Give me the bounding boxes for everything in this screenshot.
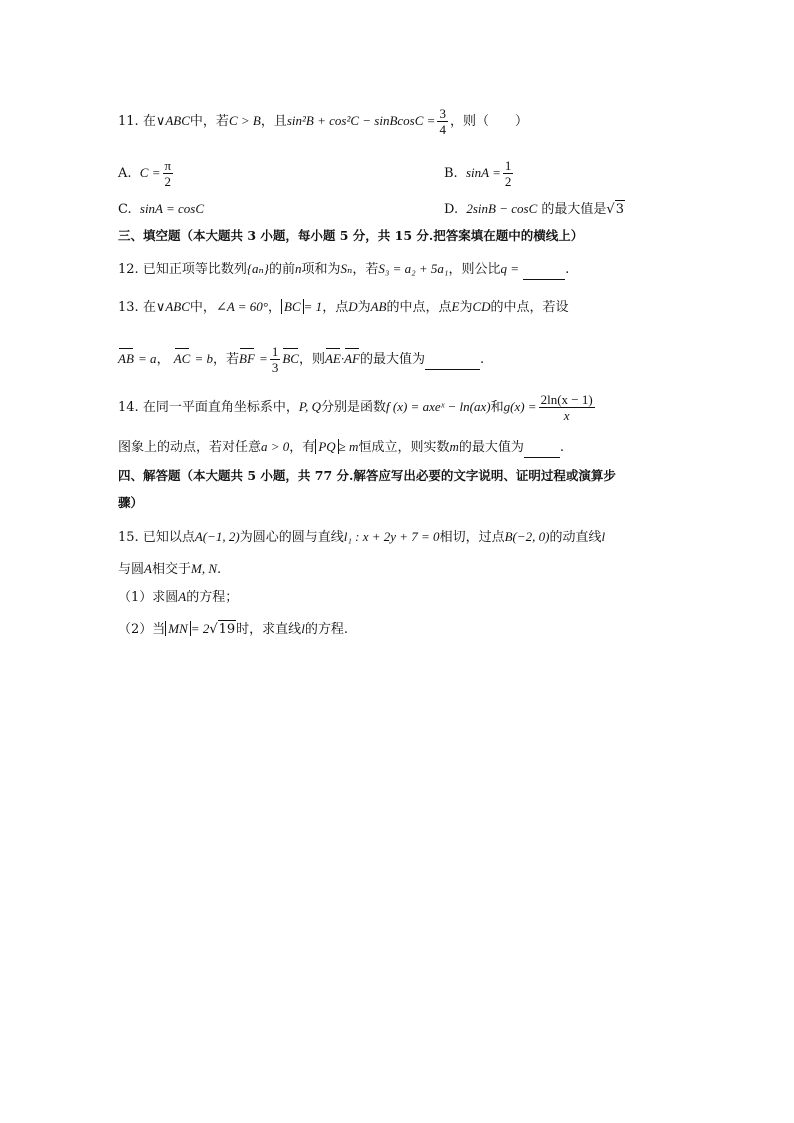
- answer-blank[interactable]: [524, 439, 560, 458]
- section-heading-answers: 四、解答题（本大题共 5 小题，共 77 分.解答应写出必要的文字说明、证明过程或演算步: [118, 468, 616, 483]
- q11-option-a: A. C = $\frac{\pi}{2}$: [118, 158, 172, 189]
- q15-part2: （2）当 MN = 2√19时，求直线l的方程.: [118, 621, 348, 637]
- fraction-1-2: $\frac{1}{2}$: [504, 158, 512, 189]
- q11-option-b: B. sinA = $\frac{1}{2}$: [444, 158, 512, 189]
- q11-stem: 11. 在∨ABC中，若C > B，且sin²B + cos²C − sinBcosC = $\frac{3}{4}$ ，则（ ）: [118, 106, 528, 137]
- answer-blank[interactable]: [425, 351, 480, 370]
- q15-part1: （1）求圆A的方程；: [118, 589, 239, 605]
- q13-stem-line1: 13. 在∨ABC中，∠A = 60°， BC = 1，点D为AB的中点，点E为CD的中点，若设: [118, 299, 569, 315]
- q15-stem-line1: 15. 已知以点A(−1, 2)为圆心的圆与直线l₁ : x + 2y + 7 = 0相切，过点B(−2, 0)的动直线l: [118, 529, 606, 545]
- fraction-g: $\frac{2\ln(x - 1)}{x}$: [540, 392, 593, 423]
- q13-stem-line2: AB = a， AC = b，若BF = $\frac{1}{3}$ BC，则AE·AF的最大值为 .: [118, 344, 485, 375]
- fraction-1-3: $\frac{1}{3}$: [271, 344, 279, 375]
- answer-blank[interactable]: [523, 261, 565, 280]
- q11-option-d: D. 2sinB − cosC 的最大值是√3: [444, 201, 624, 217]
- fraction-3-4: $\frac{3}{4}$: [439, 106, 446, 137]
- q12-stem: 12. 已知正项等比数列{aₙ}的前n项和为Sₙ，若S₃ = a₂ + 5a₁，则公比q = .: [118, 260, 569, 280]
- q15-stem-line2: 与圆A相交于M, N.: [118, 561, 222, 577]
- section-heading-answers-cont: 骤）: [118, 495, 144, 510]
- section-heading-fill-in: 三、填空题（本大题共 3 小题，每小题 5 分，共 15 分.把答案填在题中的横线上）: [118, 228, 584, 243]
- q14-stem-line2: 图象上的动点，若对任意a > 0，有 PQ ≥ m恒成立，则实数m的最大值为 .: [118, 438, 564, 458]
- q14-stem-line1: 14. 在同一平面直角坐标系中，P, Q分别是函数f (x) = axeˣ − ln(ax)和g(x) = $\frac{2\ln(x - 1)}{x}$: [118, 392, 593, 423]
- fraction-pi-2: $\frac{\pi}{2}$: [164, 158, 172, 189]
- q11-option-c: C. sinA = cosC: [118, 201, 205, 217]
